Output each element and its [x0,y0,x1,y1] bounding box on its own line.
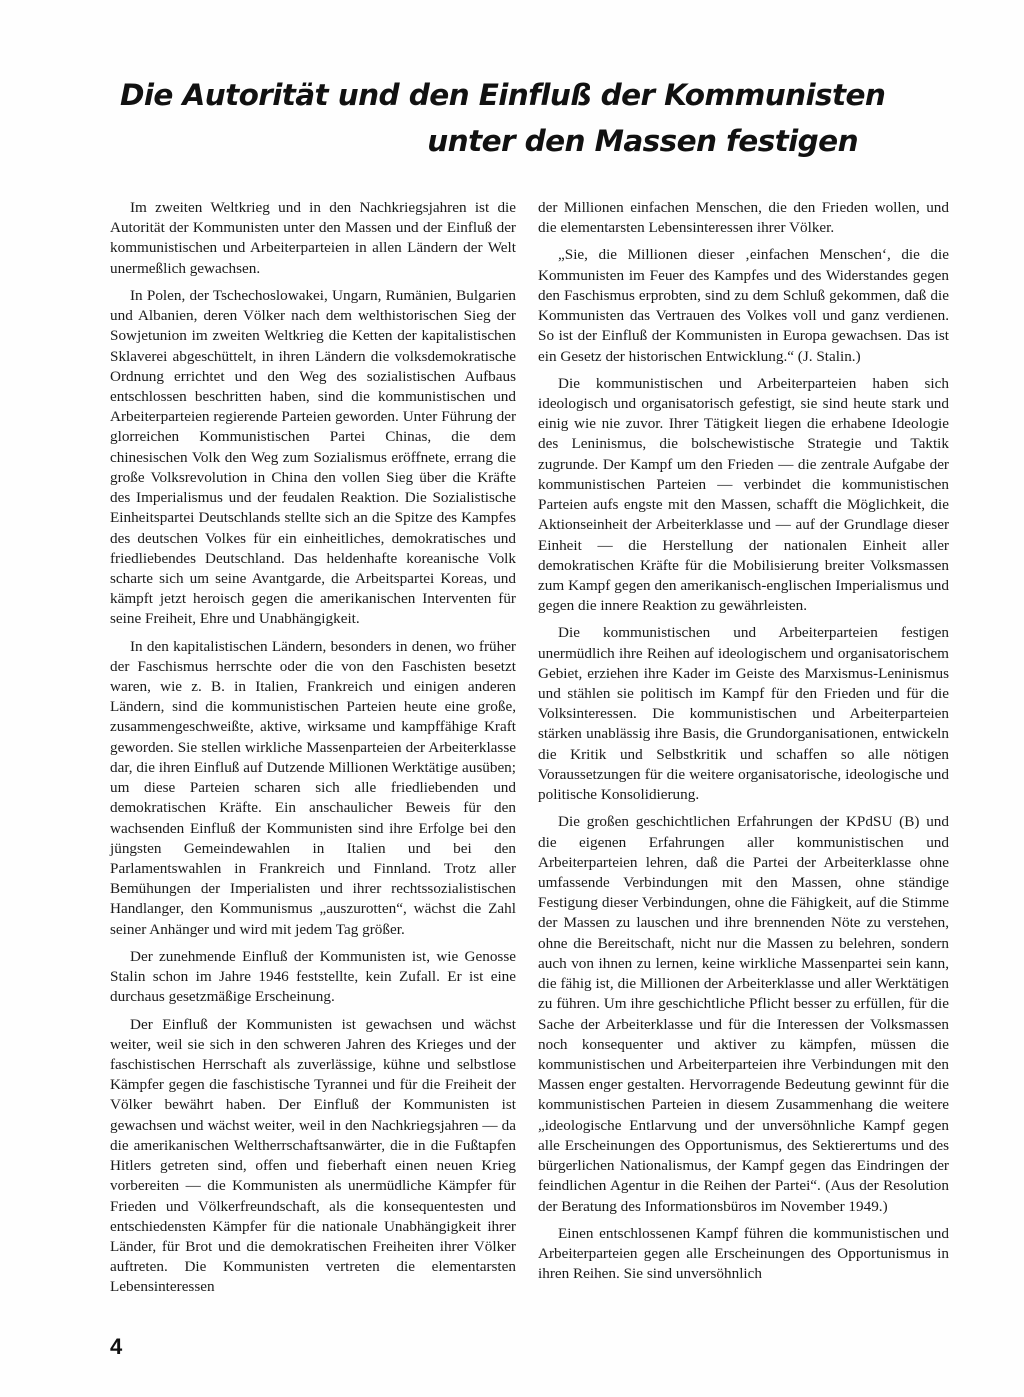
article-title-line-2: unter den Massen festigen [427,124,858,158]
article-title-line-1: Die Autorität und den Einfluß der Kommunisten [120,78,886,112]
left-column [110,198,516,1298]
paragraph: Einen entschlossenen Kampf führen die kommunistischen und Arbeiterparteien gegen alle Erscheinungen des Opportunismus in ihren Reihen. Sie sind unversöhnlich [538,1224,949,1283]
paragraph: In Polen, der Tschechoslowakei, Ungarn, Rumänien, Bulgarien und Albanien, deren Völker nach dem welthistorischen Sieg der Sowjetunion im zweiten Weltkrieg die Ketten der kapitalistischen Sklaverei abgeschüttelt, in ihren Ländern die volksdemokratische Ordnung errichtet und den Weg des sozialistischen Aufbaus entschlossen beschritten haben, sind die kommunistischen und Arbeiterparteien regierende Parteien geworden. Unter Führung der glorreichen Kommunistischen Partei Chinas, die dem chinesischen Volk den Weg zum Sozialismus eröffnete, errang die große Volksrevolution in China den vollen Sieg über die Kräfte des Imperialismus und der feudalen Reaktion. Die Sozialistische Einheitspartei Deutschlands stellte sich an die Spitze des Kampfes des deutschen Volkes für ein einheitliches, demokratisches und friedliebendes Deutschland. Das heldenhafte koreanische Volk scharte sich um seine Avantgarde, die Arbeitspartei Koreas, und kämpft jetzt heroisch gegen die amerikanischen Interventen für seine Freiheit, Ehre und Unabhängigkeit. [110,286,516,628]
paragraph-continuation: der Millionen einfachen Menschen, die den Frieden wollen, und die elementarsten Lebensinteressen ihrer Völker. [538,199,949,237]
page-number: 4 [110,1334,123,1359]
paragraph: Die großen geschichtlichen Erfahrungen der KPdSU (B) und die eigenen Erfahrungen aller kommunistischen und Arbeiterparteien lehren, daß die Partei der Arbeiterklasse ohne umfassende Verbindungen mit den Massen, ohne ständige Festigung dieser Verbindungen, ohne die Fähigkeit, auf die Stimme der Massen zu lauschen und ihre brennenden Nöte zu verstehen, ohne die Bereitschaft, nicht nur die Massen zu belehren, sondern auch von ihnen zu lernen, keine wirkliche Massenpartei sein kann, die fähig ist, die Millionen der Arbeiterklasse und aller Werktätigen zu führen. Um ihre geschichtliche Pflicht besser zu erfüllen, für die Sache der Arbeiterklasse und für die Interessen der Volksmassen noch konsequenter und aktiver zu kämpfen, müssen die kommunistischen und Arbeiterparteien ihre Verbindungen mit den Massen enger gestalten. Hervorragende Bedeutung gewinnt für die kommunistischen Parteien in diesem Zusammenhang die weitere „ideologische Entlarvung und der unversöhnliche Kampf gegen alle Erscheinungen des Opportunismus, des Sektierertums und des bürgerlichen Nationalismus, der Kampf gegen das Eindringen der feindlichen Agentur in die Reihen der Partei“. (Aus der Resolution der Beratung des Informationsbüros im November 1949.) [538,813,949,1215]
right-column [538,198,949,1284]
paragraph: Der zunehmende Einfluß der Kommunisten ist, wie Genosse Stalin schon im Jahre 1946 feststellte, kein Zufall. Er ist eine durchaus gesetzmäßige Erscheinung. [110,947,516,1006]
paragraph: In den kapitalistischen Ländern, besonders in denen, wo früher der Faschismus herrschte oder die von den Faschisten besetzt waren, wie z. B. in Italien, Frankreich und einigen anderen Ländern, sind die kommunistischen Parteien heute eine große, zusammengeschweißte, aktive, wirksame und kampffähige Kraft geworden. Sie stellen wirkliche Massenparteien der Arbeiterklasse dar, die ihren Einfluß auf Dutzende Millionen Werktätige ausüben; um diese Parteien scharen sich alle friedliebenden und demokratischen Kräfte. Ein anschaulicher Beweis für den wachsenden Einfluß der Kommunisten sind ihre Erfolge bei den jüngsten Gemeindewahlen in Italien und bei den Parlamentswahlen in Frankreich und Finnland. Trotz aller Bemühungen der Imperialisten und ihrer rechtssozialistischen Handlanger, den Kommunismus „auszurotten“, wächst die Zahl seiner Anhänger und wird mit jedem Tag größer. [110,637,516,938]
paragraph: Die kommunistischen und Arbeiterparteien haben sich ideologisch und organisatorisch gefestigt, sie sind heute stark und einig wie nie zuvor. Ihrer Tätigkeit liegen die erhabene Ideologie des Leninismus, die bolschewistische Strategie und Taktik zugrunde. Der Kampf um den Frieden — die zentrale Aufgabe der kommunistischen Parteien — verbindet die kommunistischen Parteien aufs engste mit den Massen, schafft die Möglichkeit, die Aktionseinheit der Arbeiterklasse und — auf der Grundlage dieser Einheit — die Herstellung der nationalen Einheit aller demokratischen Kräfte für die Mobilisierung breiter Volksmassen zum Kampf gegen den amerikanisch-englischen Imperialismus und gegen die innere Reaktion zu gewährleisten. [538,374,949,615]
paragraph: „Sie, die Millionen dieser ‚einfachen Menschen‘, die die Kommunisten im Feuer des Kampfes und des Widerstandes gegen den Faschismus erprobten, sind zu dem Schluß gekommen, daß die Kommunisten das Vertrauen des Volkes voll und ganz verdienen. So ist der Einfluß der Kommunisten in Europa gewachsen. Das ist ein Gesetz der historischen Entwicklung.“ (J. Stalin.) [538,246,949,365]
paragraph: Im zweiten Weltkrieg und in den Nachkriegsjahren ist die Autorität der Kommunisten unter den Massen und der Einfluß der kommunistischen und Arbeiterparteien in allen Ländern der Welt unermeßlich gewachsen. [110,199,516,277]
paragraph: Die kommunistischen und Arbeiterparteien festigen unermüdlich ihre Reihen auf ideologischem und organisatorischem Gebiet, erziehen ihre Kader im Geiste des Marxismus-Leninismus und stählen sie politisch im Kampf für den Frieden und für die Volksinteressen. Die kommunistischen und Arbeiterparteien stärken unablässig ihre Basis, die Grundorganisationen, entwickeln die Kritik und Selbstkritik und schaffen so alle nötigen Voraussetzungen für die weitere organisatorische, ideologische und politische Konsolidierung. [538,624,949,804]
paragraph: Der Einfluß der Kommunisten ist gewachsen und wächst weiter, weil sie sich in den schweren Jahren des Krieges und der faschistischen Herrschaft als zuverlässige, kühne und selbstlose Kämpfer gegen die faschistische Tyrannei und für die Freiheit der Völker bewährt haben. Der Einfluß der Kommunisten ist gewachsen und wächst weiter, weil in den Nachkriegsjahren — da die amerikanischen Weltherrschaftsanwärter, die in die Fußtapfen Hitlers getreten sind, offen und fieberhaft einen neuen Krieg vorbereiten — die Kommunisten als unermüdliche Kämpfer für Frieden und Völkerfreundschaft, als die konsequentesten und entschiedensten Kämpfer für die nationale Unabhängigkeit ihrer Länder, für Brot und die demokratischen Freiheiten ihrer Völker auftreten. Die Kommunisten vertreten die elementarsten Lebensinteressen [110,1015,516,1296]
